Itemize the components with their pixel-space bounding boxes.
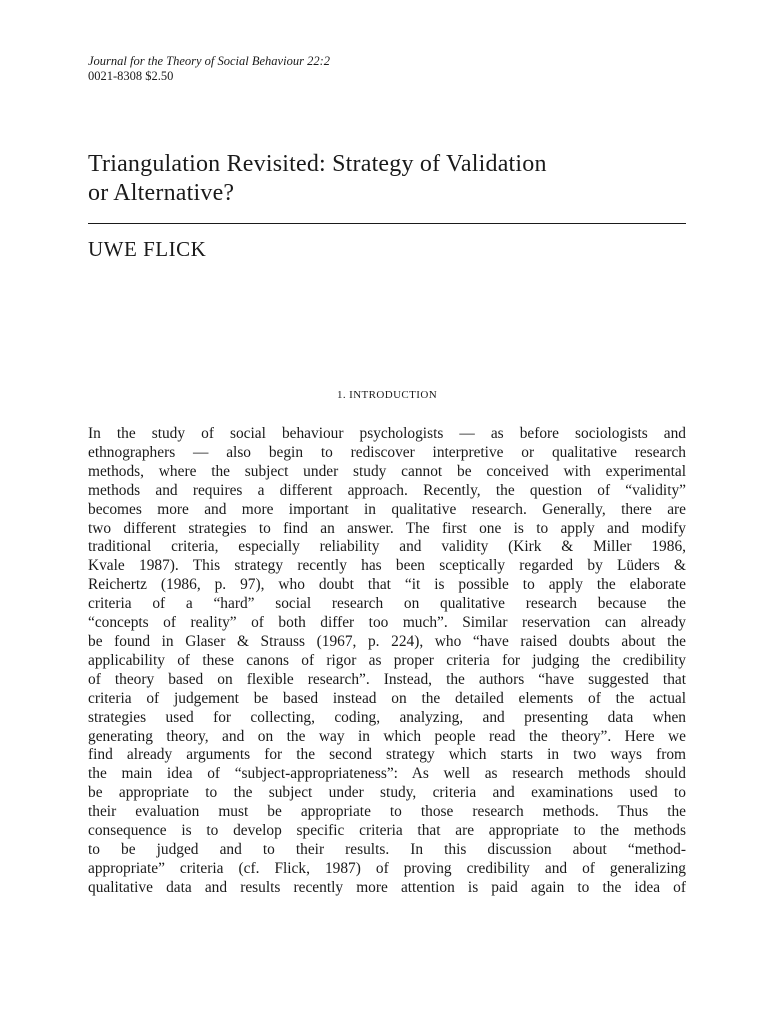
body-paragraph <box>88 425 686 898</box>
body-line: qualitative data and results recently more attention is paid again to the idea of <box>88 878 686 896</box>
body-line: be found in Glaser & Strauss (1967, p. 224), who “have raised doubts about the <box>88 632 686 650</box>
body-line: consequence is to develop specific criteria that are appropriate to the methods <box>88 822 686 840</box>
body-line: the main idea of “subject-appropriateness”: As well as research methods should <box>88 765 686 783</box>
body-line: traditional criteria, especially reliability and validity (Kirk & Miller 1986, <box>88 538 686 556</box>
body-line: their evaluation must be appropriate to those research methods. Thus the <box>88 803 686 821</box>
journal-header <box>88 54 330 84</box>
body-line: methods and requires a different approach. Recently, the question of “validity” <box>88 481 686 499</box>
body-line: appropriate” criteria (cf. Flick, 1987) of proving credibility and of generalizing <box>88 859 686 877</box>
body-line: In the study of social behaviour psychologists — as before sociologists and <box>88 425 686 442</box>
article-title <box>88 150 698 208</box>
title-divider <box>88 223 686 224</box>
article-title-line-2: or Alternative? <box>88 180 235 206</box>
body-line: generating theory, and on the way in which people read the theory”. Here we <box>88 727 686 745</box>
article-title-line-1: Triangulation Revisited: Strategy of Validation <box>88 151 547 177</box>
body-line: methods, where the subject under study cannot be conceived with experimental <box>88 462 686 480</box>
body-line: be appropriate to the subject under study, criteria and examinations used to <box>88 784 686 802</box>
author-name: UWE FLICK <box>88 237 207 261</box>
body-line: applicability of these canons of rigor as proper criteria for judging the credibility <box>88 651 686 669</box>
section-heading: 1. INTRODUCTION <box>336 389 438 401</box>
body-line: “concepts of reality” of both differ too much”. Similar reservation can already <box>88 614 686 632</box>
body-line: two different strategies to find an answer. The first one is to apply and modify <box>88 519 686 537</box>
body-line: to be judged and to their results. In this discussion about “method- <box>88 840 686 858</box>
body-line: becomes more and more important in qualitative research. Generally, there are <box>88 500 686 518</box>
body-line: strategies used for collecting, coding, analyzing, and presenting data when <box>88 708 686 726</box>
body-line: find already arguments for the second strategy which starts in two ways from <box>88 746 686 764</box>
body-line: Reichertz (1986, p. 97), who doubt that “it is possible to apply the elaborate <box>88 576 686 594</box>
body-line: criteria of judgement be based instead on the detailed elements of the actual <box>88 689 686 707</box>
body-line: of theory based on flexible research”. Instead, the authors “have suggested that <box>88 670 686 688</box>
body-line: Kvale 1987). This strategy recently has been sceptically regarded by Lüders & <box>88 557 686 575</box>
journal-name: Journal for the Theory of Social Behaviour 22:2 <box>88 54 330 68</box>
body-line: ethnographers — also begin to rediscover interpretive or qualitative research <box>88 443 686 461</box>
issn-price: 0021-8308 $2.50 <box>88 69 174 83</box>
body-line: criteria of a “hard” social research on qualitative research because the <box>88 595 686 613</box>
